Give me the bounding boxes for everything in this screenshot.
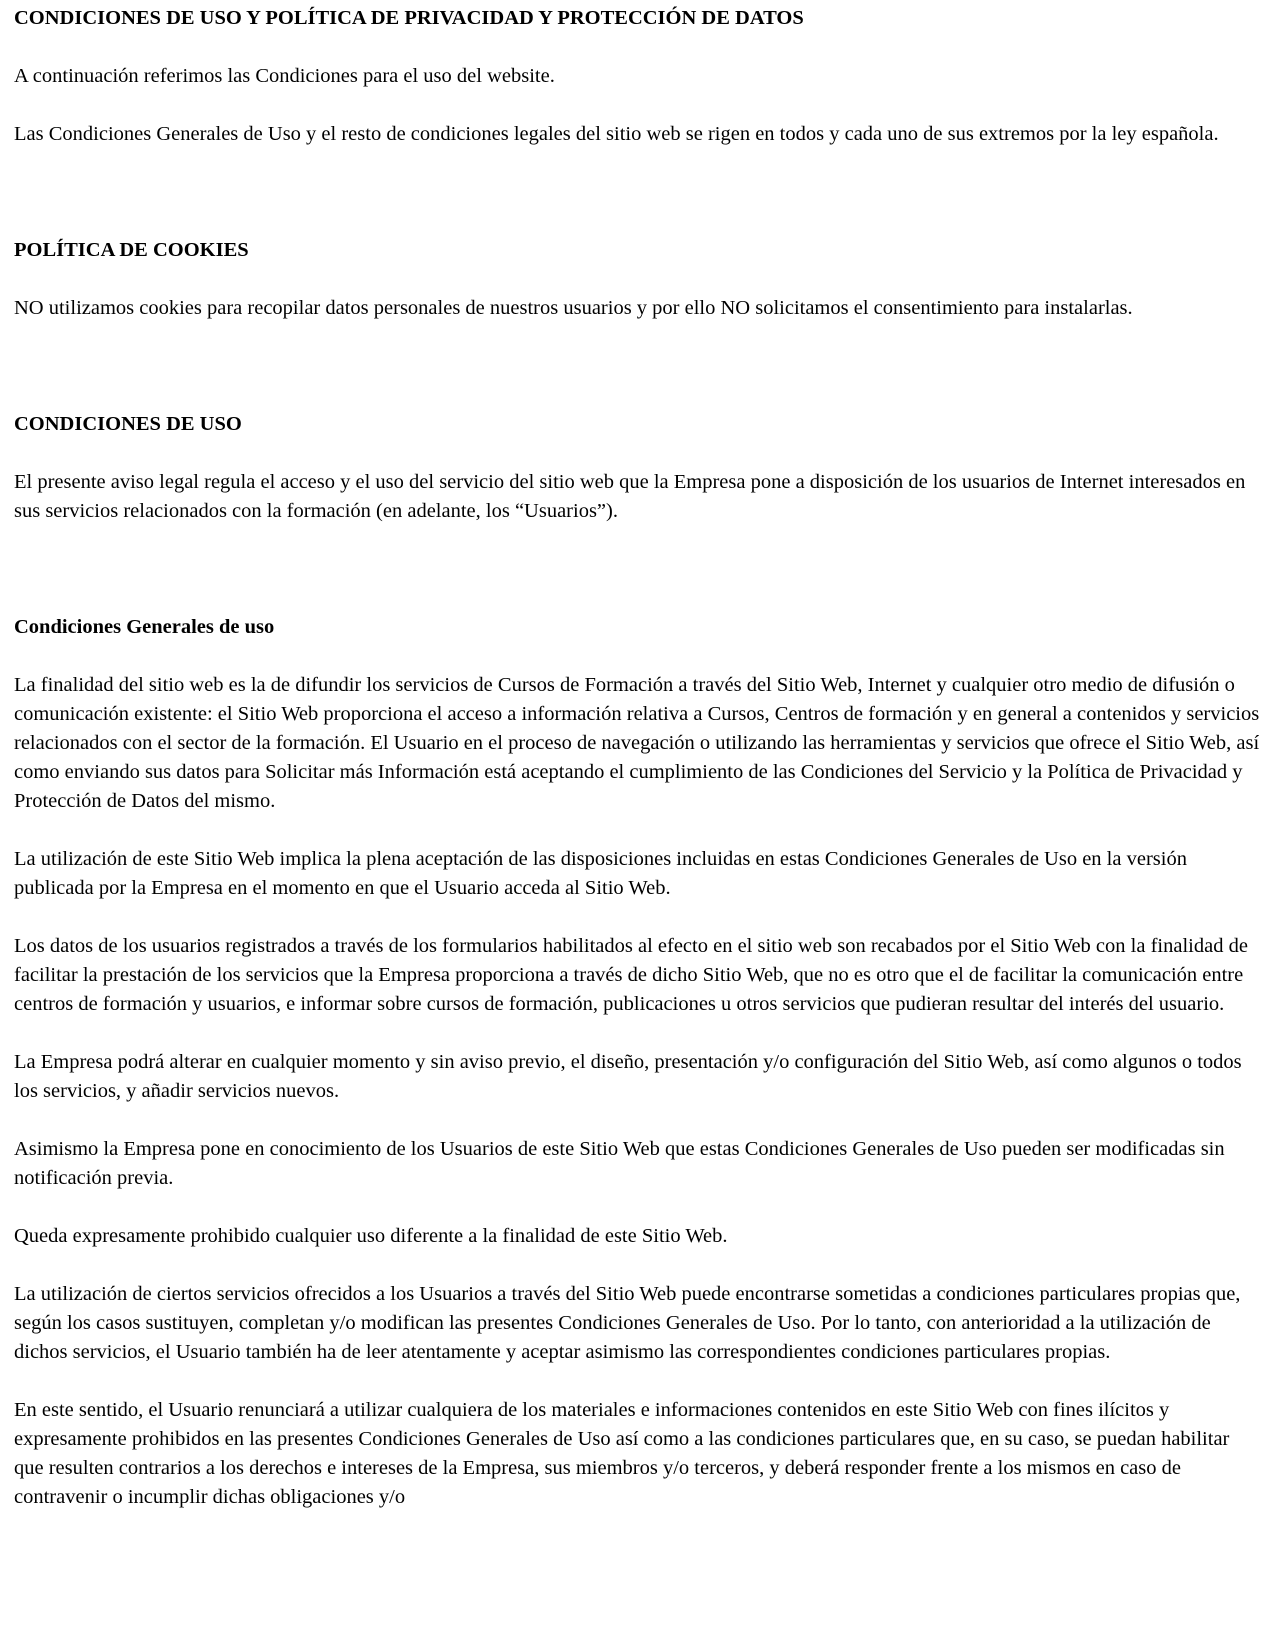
paragraph: Asimismo la Empresa pone en conocimiento de los Usuarios de este Sitio Web que estas Condiciones Generales de Uso pueden ser modificadas sin notificación previa. — [14, 1138, 1225, 1189]
paragraph: La utilización de este Sitio Web implica la plena aceptación de las disposiciones incluidas en estas Condiciones Generales de Uso en la versión publicada por la Empresa en el momento en que el Usuario acceda al Sitio Web. — [14, 848, 1187, 899]
paragraph: En este sentido, el Usuario renunciará a utilizar cualquiera de los materiales e informaciones contenidos en este Sitio Web con fines ilícitos y expresamente prohibidos en las presentes Condiciones Generales de Uso así como a las condiciones particulares que, en su caso, se puedan habilitar que resulten contrarios a los derechos e intereses de la Empresa, sus miembros y/o terceros, y deberá responder frente a los mismos en caso de contravenir o incumplir dichas obligaciones y/o — [14, 1399, 1230, 1508]
paragraph: Los datos de los usuarios registrados a través de los formularios habilitados al efecto en el sitio web son recabados por el Sitio Web con la finalidad de facilitar la prestación de los servicios que la Empresa proporciona a través de dicho Sitio Web, que no es otro que el de facilitar la comunicación entre centros de formación y usuarios, e informar sobre cursos de formación, publicaciones u otros servicios que pudieran resultar del interés del usuario. — [14, 935, 1248, 1015]
paragraph: Las Condiciones Generales de Uso y el resto de condiciones legales del sitio web se rigen en todos y cada uno de sus extremos por la ley española. — [14, 123, 1219, 145]
paragraph: La utilización de ciertos servicios ofrecidos a los Usuarios a través del Sitio Web puede encontrarse sometidas a condiciones particulares propias que, según los casos sustituyen, completan y/o modifican las presentes Condiciones Generales de Uso. Por lo tanto, con anterioridad a la utilización de dichos servicios, el Usuario también ha de leer atentamente y aceptar asimismo las correspondientes condiciones particulares propias. — [14, 1283, 1241, 1363]
paragraph: NO utilizamos cookies para recopilar datos personales de nuestros usuarios y por ello NO solicitamos el consentimiento para instalarlas. — [14, 297, 1133, 319]
paragraph: El presente aviso legal regula el acceso y el uso del servicio del sitio web que la Empresa pone a disposición de los usuarios de Internet interesados en sus servicios relacionados con la formación (en adelante, los “Usuarios”). — [14, 471, 1246, 522]
paragraph: Queda expresamente prohibido cualquier uso diferente a la finalidad de este Sitio Web. — [14, 1225, 728, 1247]
paragraph: A continuación referimos las Condiciones para el uso del website. — [14, 65, 555, 87]
section-heading: Condiciones Generales de uso — [14, 616, 275, 638]
paragraph: La Empresa podrá alterar en cualquier momento y sin aviso previo, el diseño, presentación y/o configuración del Sitio Web, así como algunos o todos los servicios, y añadir servicios nuevos. — [14, 1051, 1242, 1102]
paragraph: La finalidad del sitio web es la de difundir los servicios de Cursos de Formación a través del Sitio Web, Internet y cualquier otro medio de difusión o comunicación existente: el Sitio Web proporciona el acceso a información relativa a Cursos, Centros de formación y en general a contenidos y servicios relacionados con el sector de la formación. El Usuario en el proceso de navegación o utilizando las herramientas y servicios que ofrece el Sitio Web, así como enviando sus datos para Solicitar más Información está aceptando el cumplimiento de las Condiciones del Servicio y la Política de Privacidad y Protección de Datos del mismo. — [14, 674, 1260, 812]
section-heading: CONDICIONES DE USO — [14, 413, 242, 435]
section-heading: POLÍTICA DE COOKIES — [14, 239, 249, 261]
document-title: CONDICIONES DE USO Y POLÍTICA DE PRIVACIDAD Y PROTECCIÓN DE DATOS — [14, 7, 804, 29]
